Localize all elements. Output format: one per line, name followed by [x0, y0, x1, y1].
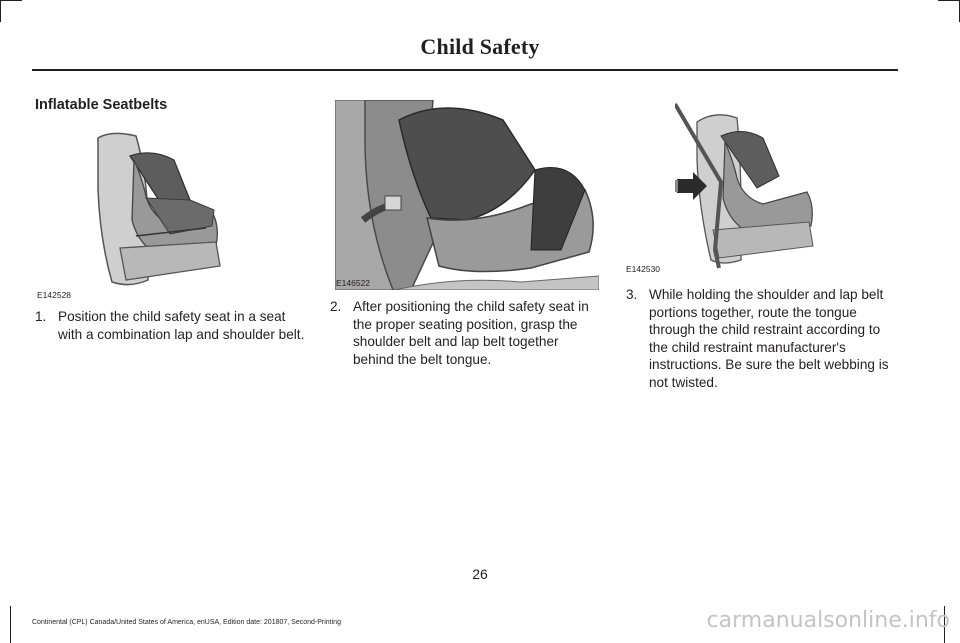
figure-code: E142530 [626, 264, 661, 274]
figure-child-seat-belt-routing [675, 100, 820, 270]
step-3 [626, 286, 900, 391]
figure-child-seat-closeup [335, 100, 599, 290]
crop-mark [0, 0, 1, 22]
page-number: 26 [472, 566, 488, 582]
child-seat-illustration [90, 130, 230, 290]
page-title: Child Safety [420, 34, 540, 59]
figure-code: E146522 [336, 278, 371, 288]
step-2 [330, 298, 602, 368]
crop-mark [938, 0, 960, 1]
crop-mark [10, 606, 11, 643]
step-1 [35, 308, 305, 343]
watermark: carmanualsonline.info [706, 608, 950, 633]
child-seat-routing-illustration [675, 100, 820, 270]
step-number: 1. [35, 309, 47, 324]
section-heading: Inflatable Seatbelts [35, 97, 168, 113]
step-text: After positioning the child safety seat in the proper seating position, grasp the shoulder belt and lap belt together behind the belt tongue. [353, 299, 589, 367]
crop-mark [0, 0, 22, 1]
figure-code: E142528 [37, 290, 72, 300]
child-seat-closeup-illustration [335, 100, 599, 290]
step-text: Position the child safety seat in a seat with a combination lap and shoulder belt. [58, 309, 305, 342]
step-number: 3. [626, 287, 638, 302]
figure-child-seat-side [90, 130, 230, 290]
step-number: 2. [330, 299, 342, 314]
edition-footer: Continental (CPL) Canada/United States of America, enUSA, Edition date: 201807, Second-Printing [32, 619, 341, 626]
header-rule [32, 69, 898, 71]
step-text: While holding the shoulder and lap belt portions together, route the tongue through the child restraint according to the child restraint manufacturer's instructions. Be sure the belt webbing is not twisted. [649, 287, 889, 390]
